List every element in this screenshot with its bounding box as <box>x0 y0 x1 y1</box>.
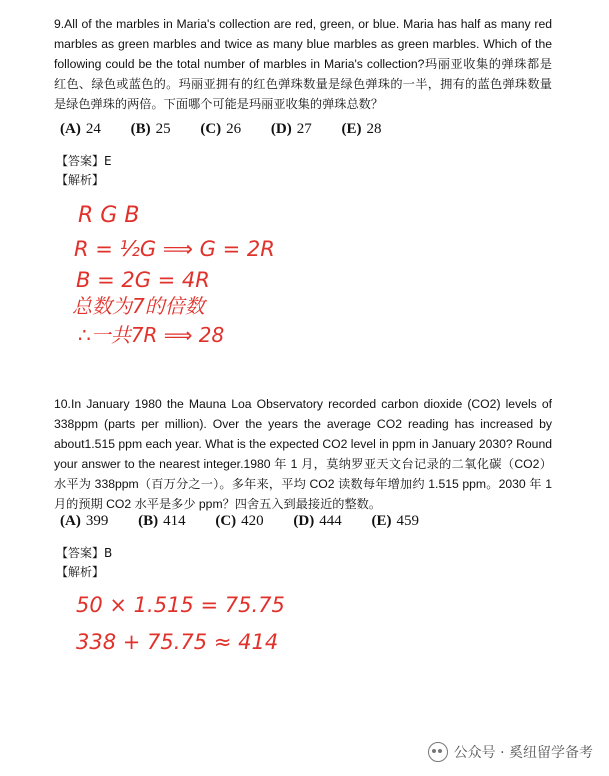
watermark-text: 公众号 · 奚纽留学备考 <box>453 745 593 761</box>
choice-b: (B) 25 <box>130 121 171 137</box>
choice-c: (C) 26 <box>200 121 242 137</box>
choice-e: (E) 28 <box>341 121 382 137</box>
choice-d: (D) 27 <box>270 121 312 137</box>
handwriting-line-5: ∴一共7R ⟹ 28 <box>78 323 225 347</box>
watermark <box>428 742 593 762</box>
handwriting-line-2: 338 + 75.75 ≈ 414 <box>76 630 279 654</box>
handwriting-line-1: 50 × 1.515 = 75.75 <box>76 593 285 617</box>
handwriting-line-4: 总数为7的倍数 <box>72 294 205 318</box>
question-9-text: 9.All of the marbles in Maria's collection are red, green, or blue. Maria has half as many red marbles as green marbles and twice as many blue marbles as green marbles. Which of the following could be the total number of marbles in Maria's collection?玛丽亚收集的弹珠都是红色、绿色或蓝色的。玛丽亚拥有的红色弹珠数量是绿色弹珠的一半，拥有的蓝色弹珠数量是绿色弹珠的两倍。下面哪个可能是玛丽亚收集的弹珠总数？ <box>54 17 552 111</box>
question-10-answer: 【答案】B <box>56 546 113 560</box>
choice-b: (B) 414 <box>138 513 186 529</box>
choice-e: (E) 459 <box>371 513 419 529</box>
question-10-text: 10.In January 1980 the Mauna Loa Observatory recorded carbon dioxide (CO2) levels of 338ppm (parts per million). Over the years the average CO2 reading has increased by about1.515 ppm each year. What is the expected CO2 level in ppm in January 2030? Round your answer to the nearest integer.1980 年 1 月，莫纳罗亚天文台记录的二氧化碳（CO2）水平为 338ppm（百万分之一）。多年来，平均 CO2 读数每年增加约 1.515 ppm。2030 年 1 月的预期 CO2 水平是多少 ppm？四舍五入到最接近的整数。 <box>54 397 552 511</box>
handwriting-line-1: R G B <box>78 203 140 228</box>
question-10-analysis-label: 【解析】 <box>56 565 105 579</box>
handwriting-line-3: B = 2G = 4R <box>76 268 210 292</box>
wechat-icon <box>428 742 448 762</box>
choice-a: (A) 399 <box>60 513 109 529</box>
choice-a: (A) 24 <box>60 121 101 137</box>
handwriting-line-2: R = ½G ⟹ G = 2R <box>74 237 275 261</box>
choice-d: (D) 444 <box>293 513 342 529</box>
choice-c: (C) 420 <box>215 513 264 529</box>
question-9-analysis-label: 【解析】 <box>56 173 105 187</box>
question-9-answer: 【答案】E <box>56 154 112 168</box>
